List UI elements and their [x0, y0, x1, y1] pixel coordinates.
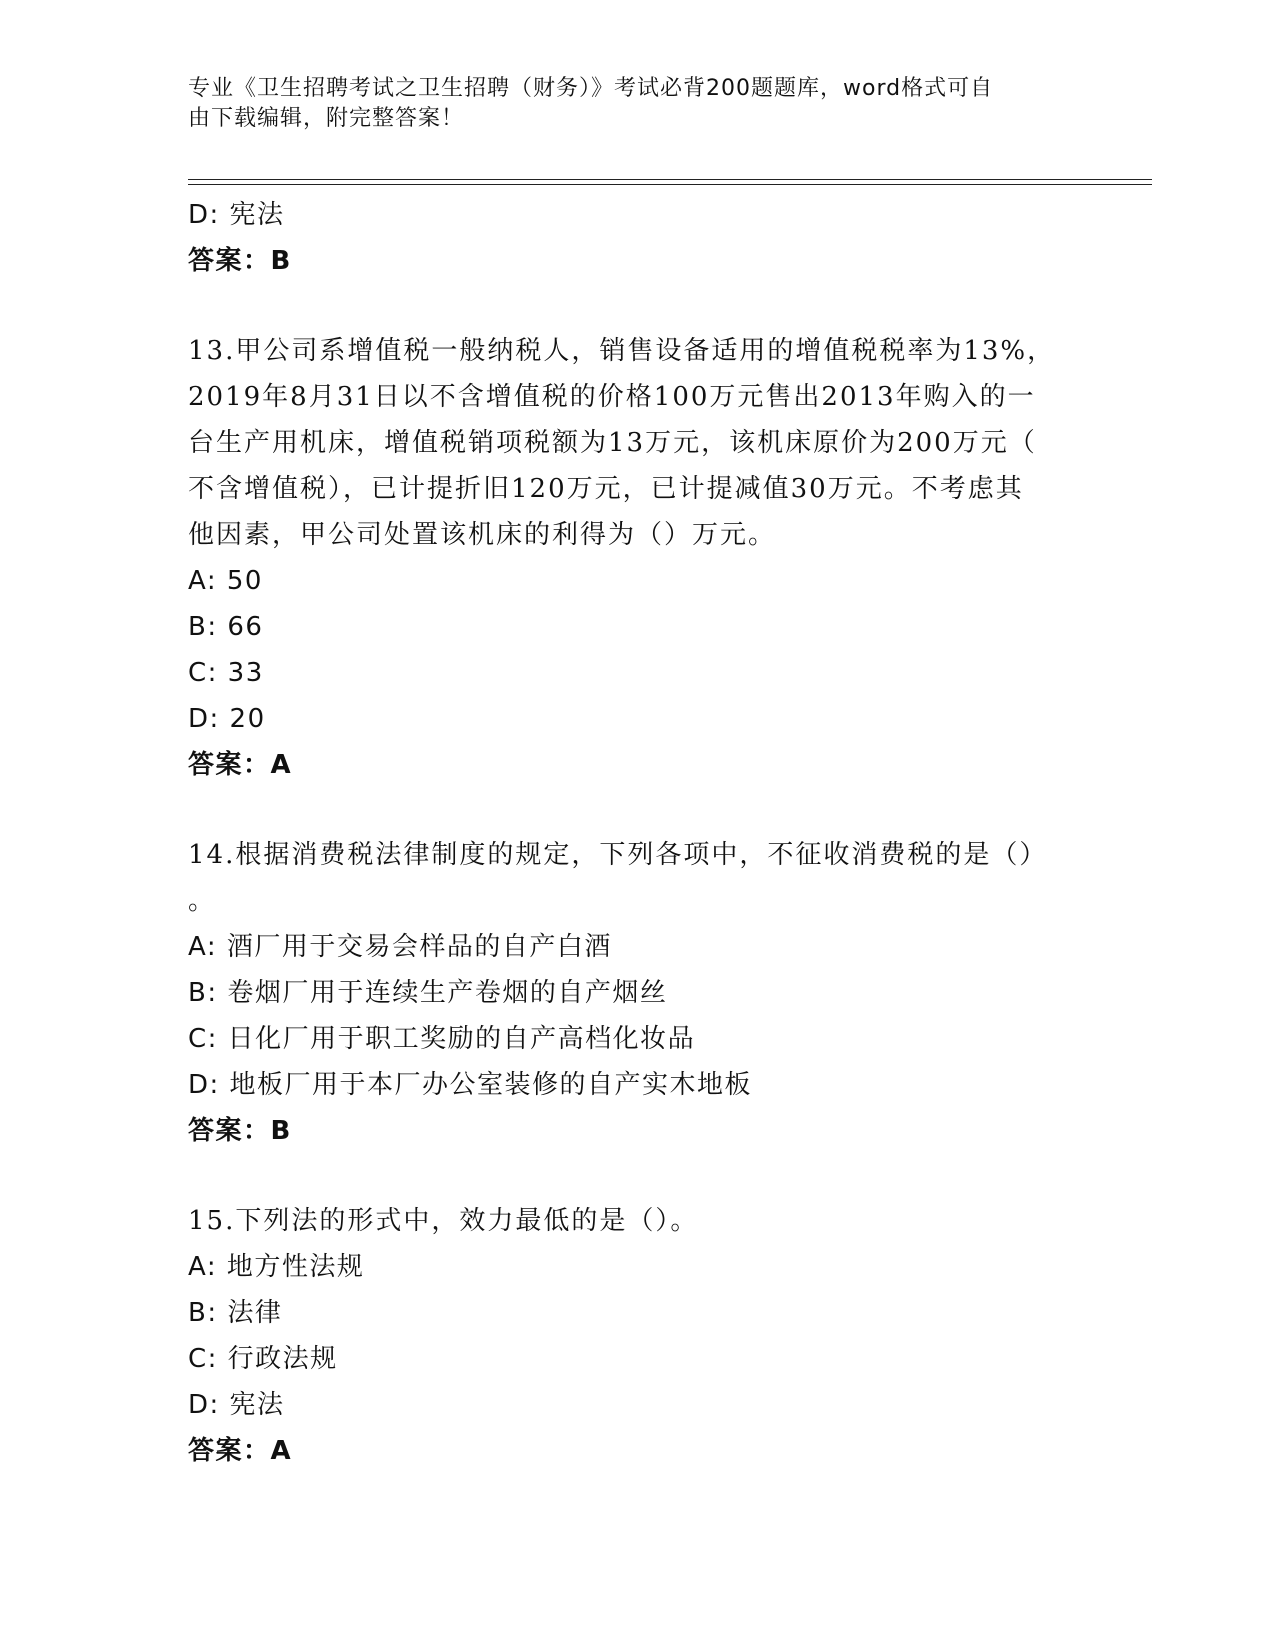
option-a: A: 50 — [188, 566, 263, 596]
header-divider-top — [188, 179, 1152, 180]
option-d: D: 地板厂用于本厂办公室装修的自产实木地板 — [188, 1070, 753, 1100]
question-stem-line: 2019年8月31日以不含增值税的价格100万元售出2013年购入的一 — [188, 382, 1036, 412]
answer-line: 答案：A — [188, 1436, 293, 1466]
question-stem-line: 14.根据消费税法律制度的规定，下列各项中，不征收消费税的是（） — [188, 840, 1048, 870]
question-15 — [188, 1198, 1088, 1474]
question-stem-line: 13.甲公司系增值税一般纳税人，销售设备适用的增值税税率为13%， — [188, 336, 1056, 366]
header-title-line-2: 由下载编辑，附完整答案！ — [188, 106, 465, 131]
previous-question-tail — [188, 192, 1088, 284]
answer-line: 答案：A — [188, 750, 293, 780]
answer-line: 答案：B — [188, 1116, 292, 1146]
document-header — [188, 74, 1068, 134]
question-stem-line: 台生产用机床，增值税销项税额为13万元，该机床原价为200万元（ — [188, 428, 1037, 458]
question-stem-line: 。 — [188, 886, 217, 916]
option-b: B: 卷烟厂用于连续生产卷烟的自产烟丝 — [188, 978, 668, 1008]
question-14 — [188, 832, 1088, 1154]
option-c: C: 33 — [188, 658, 264, 688]
option-b: B: 法律 — [188, 1298, 283, 1328]
question-stem-line: 他因素，甲公司处置该机床的利得为（）万元。 — [188, 520, 777, 550]
question-list — [188, 192, 1088, 1474]
header-title-line-1: 专业《卫生招聘考试之卫生招聘（财务）》考试必背200题题库，word格式可自 — [188, 76, 994, 101]
option-b: B: 66 — [188, 612, 264, 642]
question-stem-line: 不含增值税），已计提折旧120万元，已计提减值30万元。不考虑其 — [188, 474, 1024, 504]
option-a: A: 酒厂用于交易会样品的自产白酒 — [188, 932, 612, 962]
option-c: C: 行政法规 — [188, 1344, 338, 1374]
answer-line: 答案：B — [188, 246, 292, 276]
question-13 — [188, 328, 1088, 788]
option-d: D: 宪法 — [188, 1390, 285, 1420]
header-divider-bottom — [188, 184, 1152, 185]
question-stem-line: 15.下列法的形式中，效力最低的是（）。 — [188, 1206, 699, 1236]
option-d: D: 宪法 — [188, 200, 285, 230]
option-c: C: 日化厂用于职工奖励的自产高档化妆品 — [188, 1024, 696, 1054]
option-a: A: 地方性法规 — [188, 1252, 365, 1282]
option-d: D: 20 — [188, 704, 266, 734]
